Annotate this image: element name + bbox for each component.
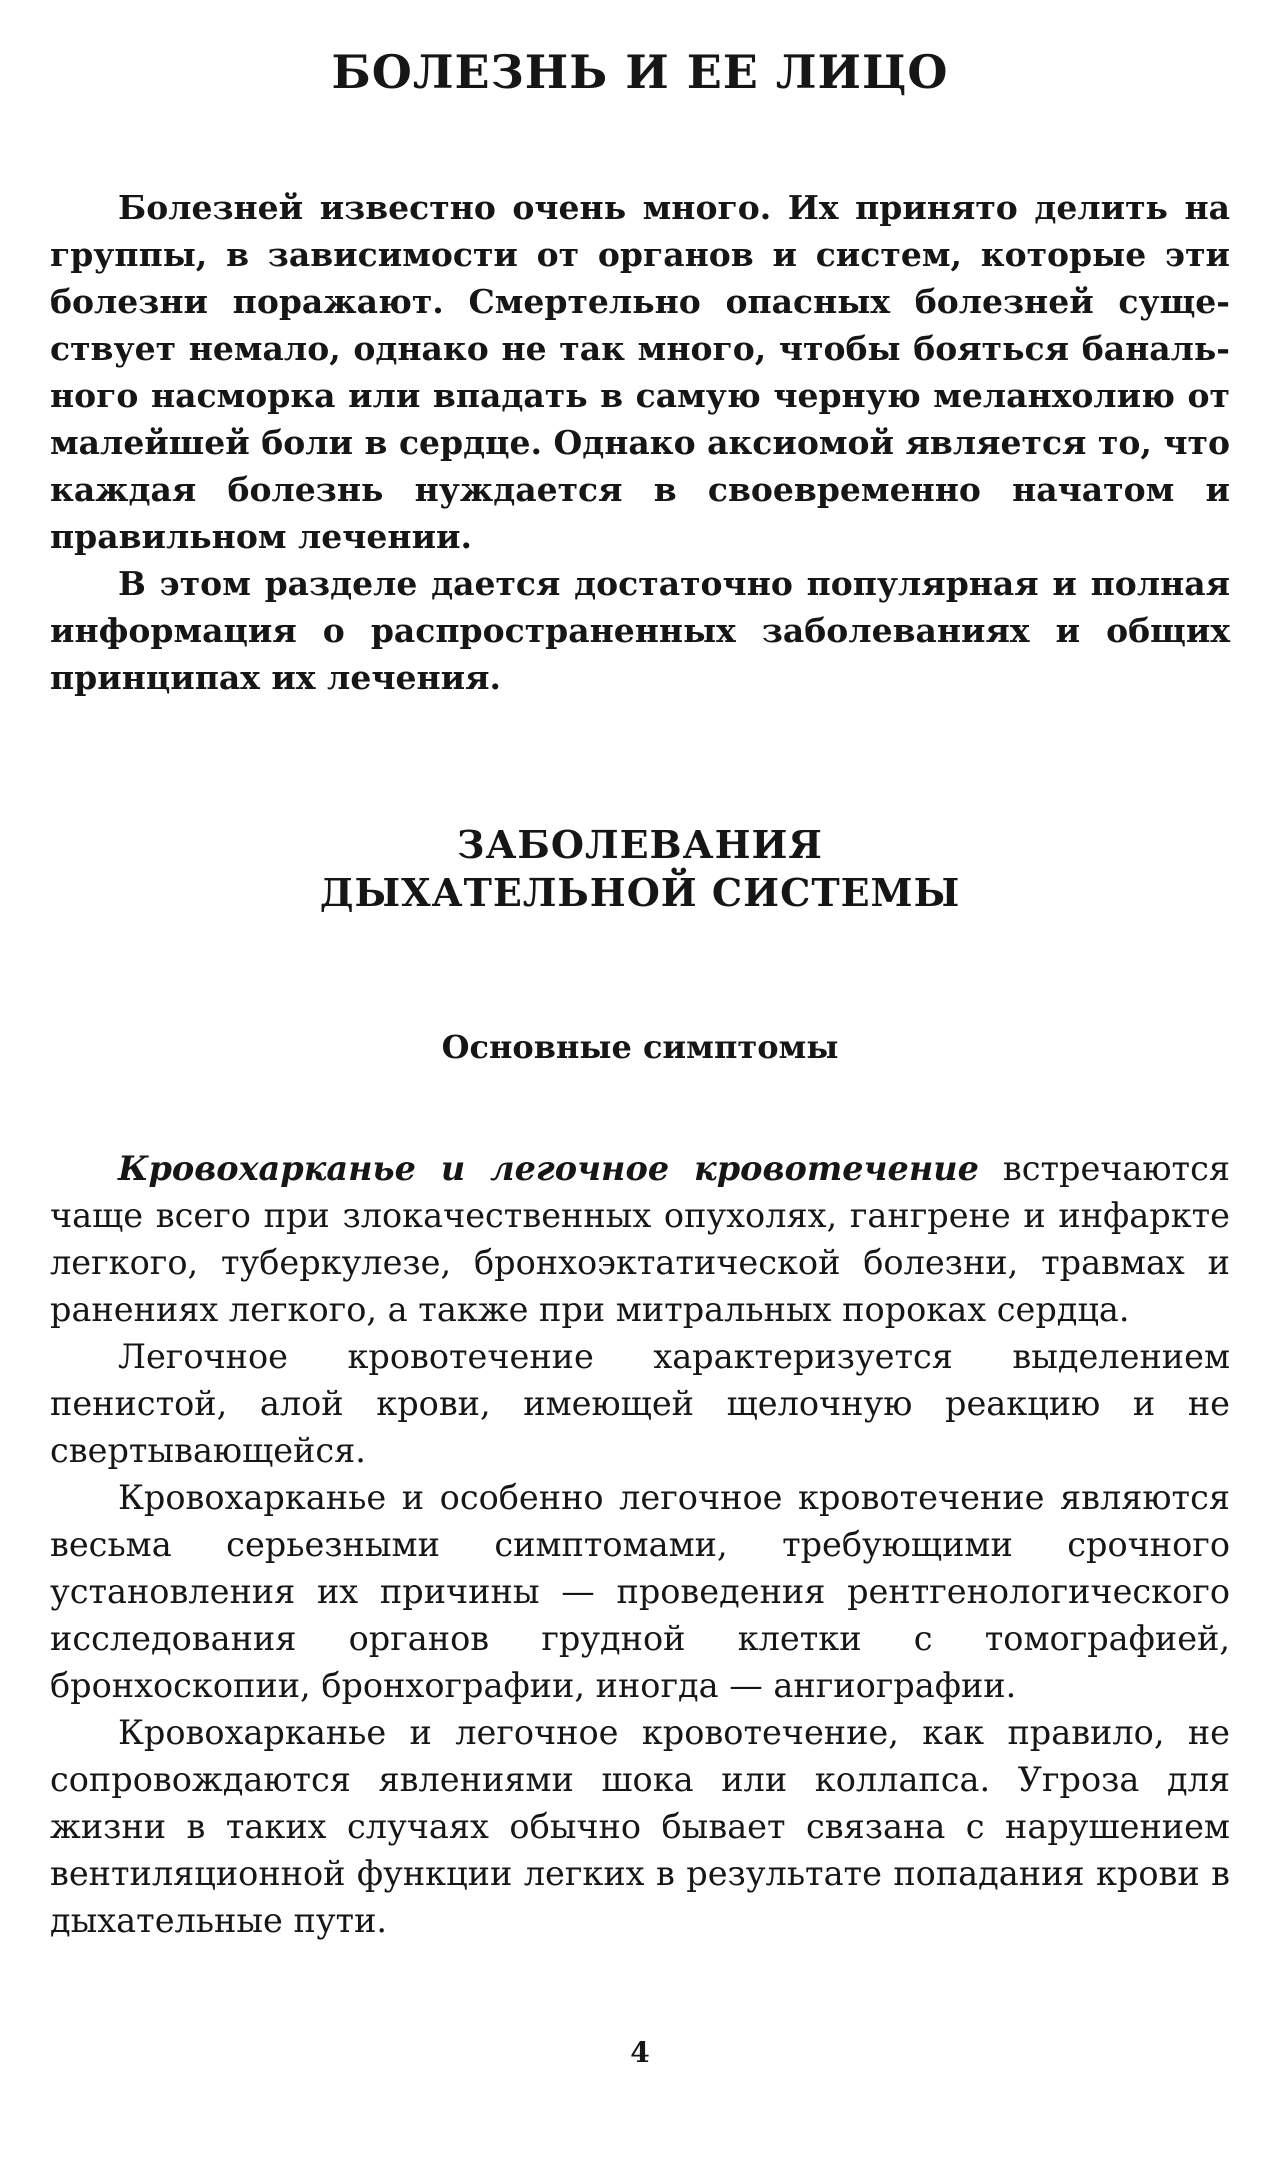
body-paragraph-1	[50, 1145, 1230, 1333]
paragraph-lead-term: Кровохарканье и легочное кровотечение	[118, 1149, 979, 1188]
body-paragraph-3: Кровохарканье и особенно легочное кровотечение являются весьма серьезными симптомами, требующими срочного установления их причины — проведения рентгенологического исследования органов грудной клетки с томографией, бронхоскопии, бронхографии, иногда — ангиографии.	[50, 1478, 1230, 1705]
body-paragraph-4: Кровохарканье и легочное кровотечение, как правило, не сопровождаются явлениями шока или коллапса. Угроза для жизни в таких случаях обычно бывает связана с нарушением вентиляционной функции легких в результате попадания крови в дыхательные пути.	[50, 1713, 1230, 1940]
symptoms-section	[50, 1145, 1230, 1944]
intro-paragraph-1: Болезней известно очень много. Их принято делить на группы, в зависимости от органов и систем, которые эти болезни поражают. Смертельно опасных болезней существует немало, однако не так много, чтобы бояться банального насморка или впадать в самую черную меланхолию от малейшей боли в сердце. Однако аксиомой является то, что каждая болезнь нуждается в своевременно начатом и правильном лечении.	[50, 188, 1230, 556]
page-number: 4	[630, 2036, 650, 2069]
intro-section	[50, 184, 1230, 701]
body-paragraph-2: Легочное кровотечение характеризуется выделением пенистой, алой крови, имеющей щелочную реакцию и не свертывающейся.	[50, 1337, 1230, 1470]
section-heading-line-2: ДЫХАТЕЛЬНОЙ СИСТЕМЫ	[319, 870, 961, 915]
section-heading	[50, 821, 1230, 917]
intro-paragraph-2: В этом разделе дается достаточно популярная и полная информация о распространенных заболеваниях и общих принципах их лечения.	[50, 564, 1230, 697]
book-page	[50, 0, 1230, 2169]
chapter-title: БОЛЕЗНЬ И ЕЕ ЛИЦО	[331, 45, 949, 99]
subheading: Основные симптомы	[441, 1028, 839, 1066]
section-heading-line-1: ЗАБОЛЕВАНИЯ	[457, 822, 823, 867]
paragraph-1-text: встречаются чаще всего при злокачественных опухолях, гангрене и инфаркте легкого, туберкулезе, бронхоэктатической болезни, травмах и ранениях легкого, а также при митральных пороках сердца.	[50, 1149, 1230, 1329]
